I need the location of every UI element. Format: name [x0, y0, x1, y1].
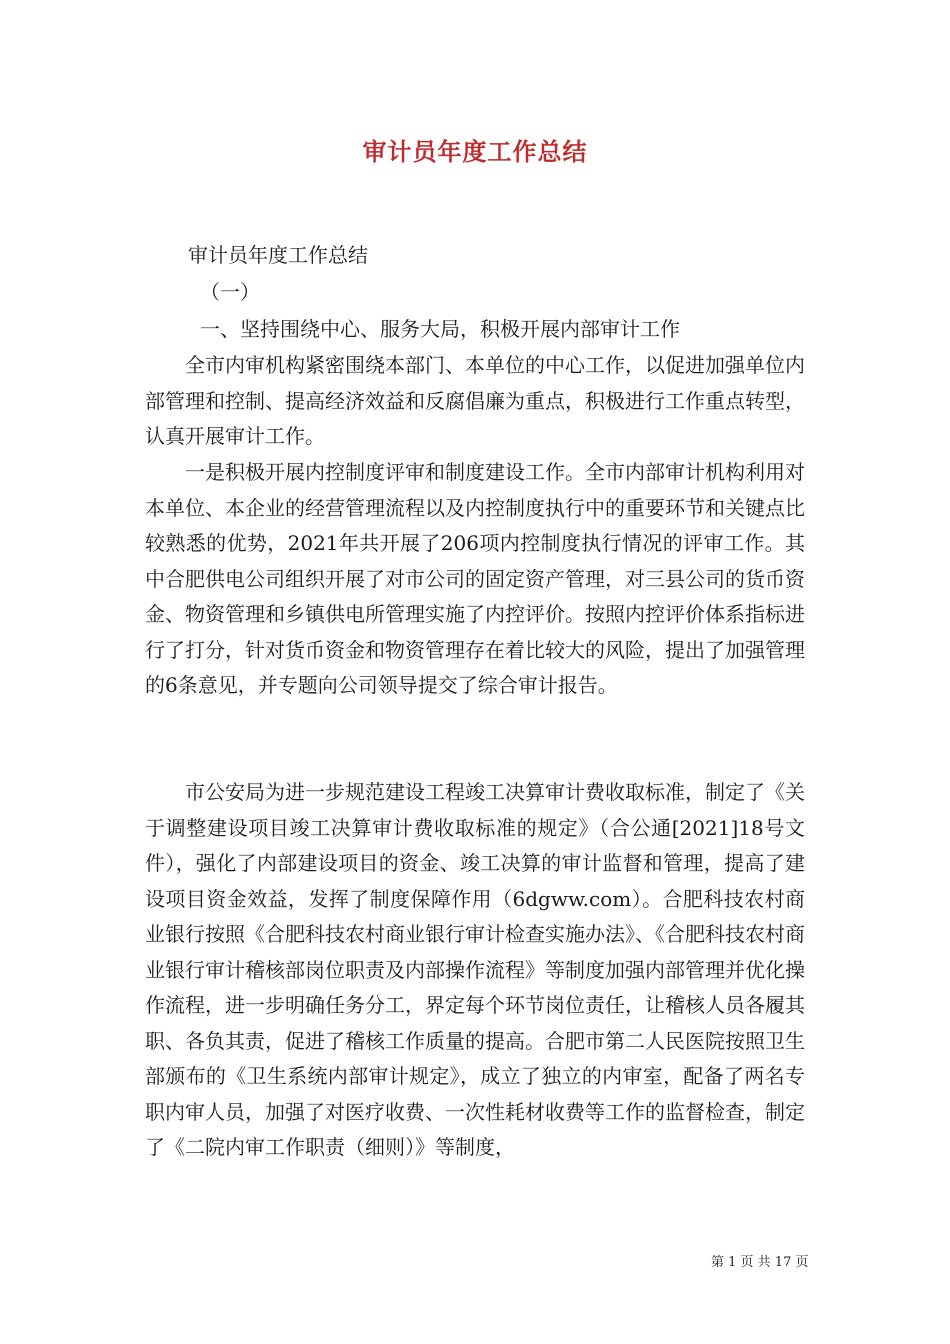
paragraph-intro: 全市内审机构紧密围绕本部门、本单位的中心工作，以促进加强单位内部管理和控制、提高经济效益和反腐倡廉为重点，积极进行工作重点转型，认真开展审计工作。 [145, 353, 805, 448]
page-number: 第 1 页 共 17 页 [711, 1255, 809, 1270]
paragraph-internal-control: 一是积极开展内控制度评审和制度建设工作。全市内部审计机构利用对本单位、本企业的经营管理流程以及内控制度执行中的重要环节和关键点比较熟悉的优势，2021年共开展了206项内控制度执行情况的评审工作。其中合肥供电公司组织开展了对市公司的固定资产管理，对三县公司的货币资金、物资管理和乡镇供电所管理实施了内控评价。按照内控评价体系指标进行了打分，针对货币资金和物资管理存在着比较大的风险，提出了加强管理的6条意见，并专题向公司领导提交了综合审计报告。 [145, 460, 805, 697]
document-subtitle: 审计员年度工作总结 [188, 243, 368, 267]
section-marker: （一） [200, 280, 260, 304]
paragraph-public-security: 市公安局为进一步规范建设工程竣工决算审计费收取标准，制定了《关于调整建设项目竣工决算审计费收取标准的规定》（合公通[2021]18号文件），强化了内部建设项目的资金、竣工决算的审计监督和管理，提高了建设项目资金效益，发挥了制度保障作用（6dgww.com）。合肥科技农村商业银行按照《合肥科技农村商业银行审计检查实施办法》、《合肥科技农村商业银行审计稽核部岗位职责及内部操作流程》等制度加强内部管理并优化操作流程，进一步明确任务分工，界定每个环节岗位责任，让稽核人员各履其职、各负其责，促进了稽核工作质量的提高。合肥市第二人民医院按照卫生部颁布的《卫生系统内部审计规定》，成立了独立的内审室，配备了两名专职内审人员，加强了对医疗收费、一次性耗材收费等工作的监督检查，制定了《二院内审工作职责（细则）》等制度， [145, 780, 805, 1159]
page-title: 审计员年度工作总结 [362, 137, 588, 166]
section-heading: 一、坚持围绕中心、服务大局，积极开展内部审计工作 [200, 317, 680, 341]
